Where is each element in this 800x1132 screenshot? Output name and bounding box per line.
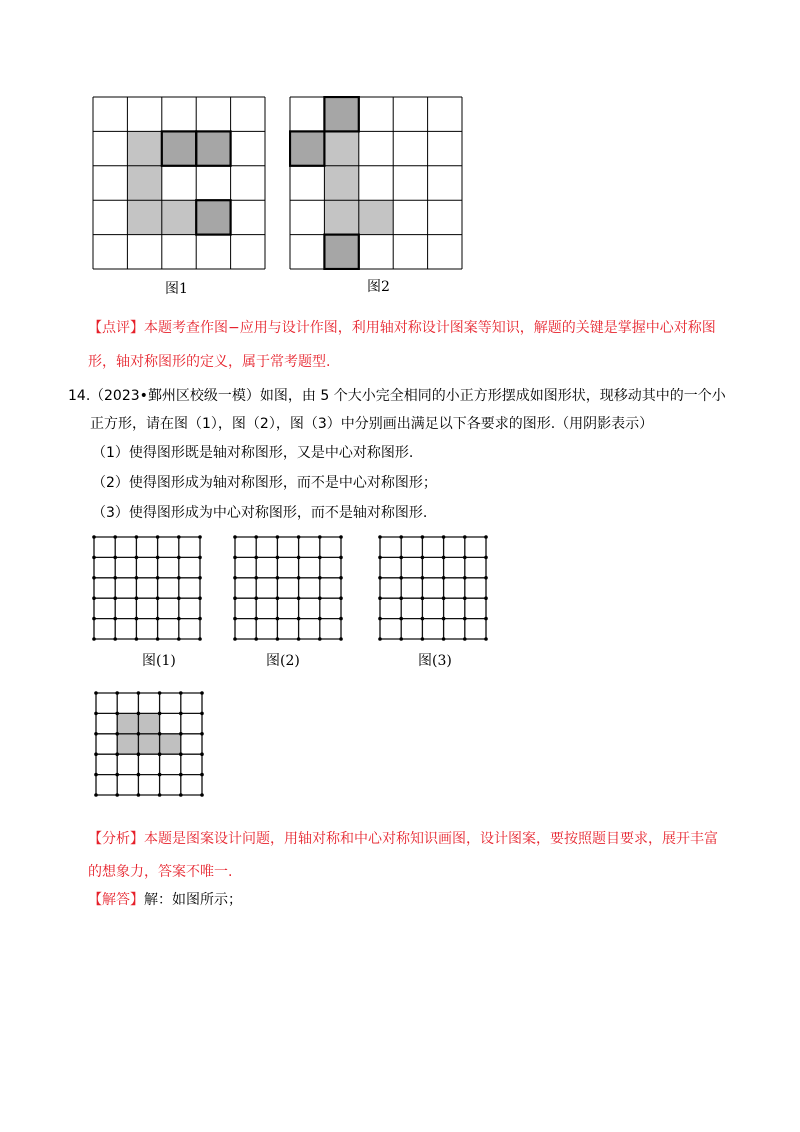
question-item-2: （2）使得图形成为轴对称图形，而不是中心对称图形； (92, 475, 437, 491)
figure-1-dark-cell (196, 131, 230, 165)
blank-grid-2 (233, 535, 345, 641)
figure-1-grid (92, 96, 266, 270)
shape-cell (117, 734, 138, 754)
question-item-1: （1）使得图形既是轴对称图形，又是中心对称图形. (92, 445, 414, 461)
figure-1-light-cell (127, 200, 161, 234)
question-item-3: （3）使得图形成为中心对称图形，而不是轴对称图形. (92, 505, 428, 521)
blank-grid-3 (378, 535, 490, 641)
question-line-1: （2023•鄞州区校级一模）如图，由 5 个大小完全相同的小正方形摆成如图形状，现移动其中的一个小 (90, 388, 726, 404)
figure-2-light-cell (324, 200, 358, 234)
figure-1-light-cell (162, 200, 196, 234)
figure-2-dark-cell (324, 235, 358, 269)
comment-line-1 (88, 318, 748, 338)
analysis-line-2: 的想象力，答案不唯一. (88, 864, 233, 880)
blank-grid-3-caption: 图(3) (418, 653, 452, 669)
figure-2-light-cell (324, 166, 358, 200)
blank-grid-1 (92, 535, 204, 641)
figure-2-caption: 图2 (367, 279, 390, 295)
blank-grid-1-caption: 图(1) (142, 653, 176, 669)
figure-1-dark-cell (162, 131, 196, 165)
comment-line-2: 形，轴对称图形的定义，属于常考题型. (88, 354, 331, 370)
figure-2-dark-cell (324, 97, 358, 131)
figure-1-caption: 图1 (165, 281, 188, 297)
shape-cell (138, 734, 159, 754)
analysis-tag: 【分析】 (88, 831, 144, 847)
comment-text-1: 本题考查作图−应用与设计作图，利用轴对称设计图案等知识，解题的关键是掌握中心对称图 (144, 320, 716, 336)
figure-2-dark-cell (290, 131, 324, 165)
comment-tag: 【点评】 (88, 320, 144, 336)
figure-1-light-cell (127, 166, 161, 200)
analysis-text-1: 本题是图案设计问题，用轴对称和中心对称知识画图，设计图案，要按照题目要求，展开丰富 (144, 831, 718, 847)
shape-cell (160, 734, 181, 754)
figure-2-light-cell (324, 131, 358, 165)
answer-tag: 【解答】 (88, 892, 144, 908)
figure-2-grid (289, 96, 463, 270)
analysis-line-1 (88, 829, 748, 849)
answer-line (88, 890, 748, 910)
figure-1-dark-cell (196, 200, 230, 234)
blank-grid-2-caption: 图(2) (266, 653, 300, 669)
figure-2-light-cell (359, 200, 393, 234)
figure-1-light-cell (127, 131, 161, 165)
shape-cell (117, 713, 138, 733)
original-shape-grid (94, 691, 206, 797)
shape-cell (138, 713, 159, 733)
question-number: 14. (68, 388, 91, 404)
question-line-2: 正方形，请在图（1），图（2），图（3）中分别画出满足以下各要求的图形.（用阴影表示） (90, 416, 654, 432)
answer-text: 解：如图所示； (144, 892, 242, 908)
